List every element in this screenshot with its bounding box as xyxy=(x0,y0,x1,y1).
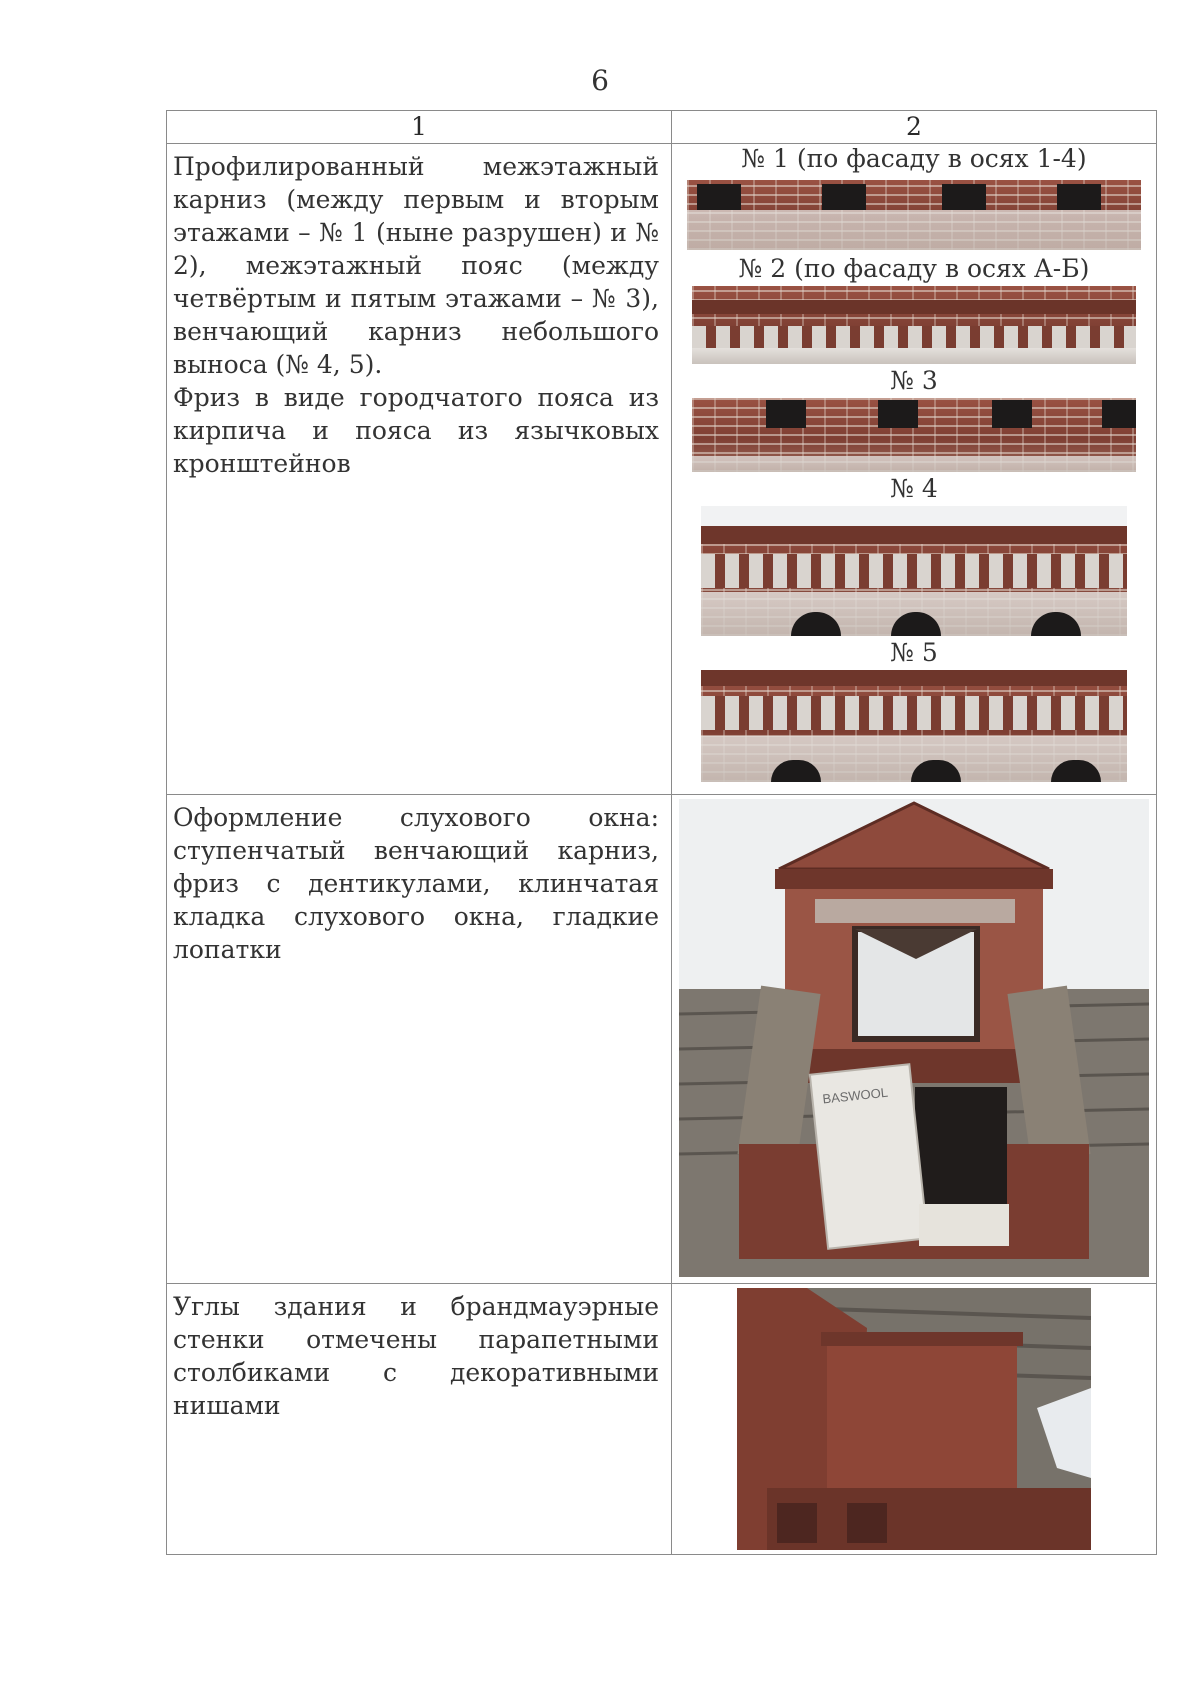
frieze-description: Фриз в виде городчатого пояса из кирпича и пояса из язычковых кронштейнов xyxy=(173,383,659,478)
row-cornices xyxy=(167,144,1157,795)
page-number: 6 xyxy=(591,64,609,97)
photo-cornice-5 xyxy=(701,670,1127,782)
photo-cornice-1 xyxy=(687,180,1141,250)
photo-cornice-2 xyxy=(692,286,1136,364)
caption-photo-1: № 1 (по фасаду в осях 1-4) xyxy=(741,144,1087,173)
header-row xyxy=(167,111,1157,144)
caption-photo-5: № 5 xyxy=(890,638,938,667)
caption-photo-3: № 3 xyxy=(890,366,938,395)
cornice-description: Профилированный межэтажный карниз (между первым и вторым этажами – № 1 (ныне разрушен) и № 2), межэтажный пояс (между четвёртым и пятым этажами – № 3), венчающий карниз небольшого выноса (№ 4, 5). xyxy=(173,152,659,379)
row-parapets-text-cell xyxy=(167,1284,672,1555)
caption-photo-2: № 2 (по фасаду в осях А-Б) xyxy=(738,254,1090,283)
row-cornices-photo-cell xyxy=(672,144,1157,795)
dormer-cornice xyxy=(775,869,1053,889)
document-table xyxy=(166,110,1157,1555)
decorative-niche-2 xyxy=(847,1503,887,1543)
row-parapets-photo-cell xyxy=(672,1284,1157,1555)
decorative-niche-1 xyxy=(777,1503,817,1543)
dormer-description: Оформление слухового окна: ступенчатый венчающий карниз, фриз с дентикулами, клинчатая кладка слухового окна, гладкие лопатки xyxy=(173,803,659,964)
row-dormer xyxy=(167,795,1157,1284)
parapet-illustration xyxy=(737,1288,1091,1550)
photo-belt-3 xyxy=(692,398,1136,472)
photo-parapet-posts xyxy=(737,1288,1091,1550)
parapet-post xyxy=(827,1338,1017,1498)
caption-photo-4: № 4 xyxy=(890,474,938,503)
dormer-frieze xyxy=(815,899,1015,923)
insulation-package-2 xyxy=(919,1204,1009,1246)
parapets-description: Углы здания и брандмауэрные стенки отмечены парапетными столбиками с декоративными нишами xyxy=(173,1292,659,1420)
row-cornices-text-cell xyxy=(167,144,672,795)
dormer-illustration xyxy=(679,799,1149,1277)
dormer-doorway xyxy=(915,1087,1007,1207)
row-dormer-text-cell xyxy=(167,795,672,1284)
header-col-1: 1 xyxy=(167,111,672,144)
row-parapets xyxy=(167,1284,1157,1555)
photo-cornice-4 xyxy=(701,506,1127,636)
package-label: BASWOOL xyxy=(821,1084,889,1107)
parapet-post-cap xyxy=(821,1332,1023,1346)
photo-dormer-window xyxy=(679,799,1149,1277)
row-dormer-photo-cell xyxy=(672,795,1157,1284)
dormer-pediment xyxy=(779,803,1049,869)
header-col-2: 2 xyxy=(672,111,1157,144)
